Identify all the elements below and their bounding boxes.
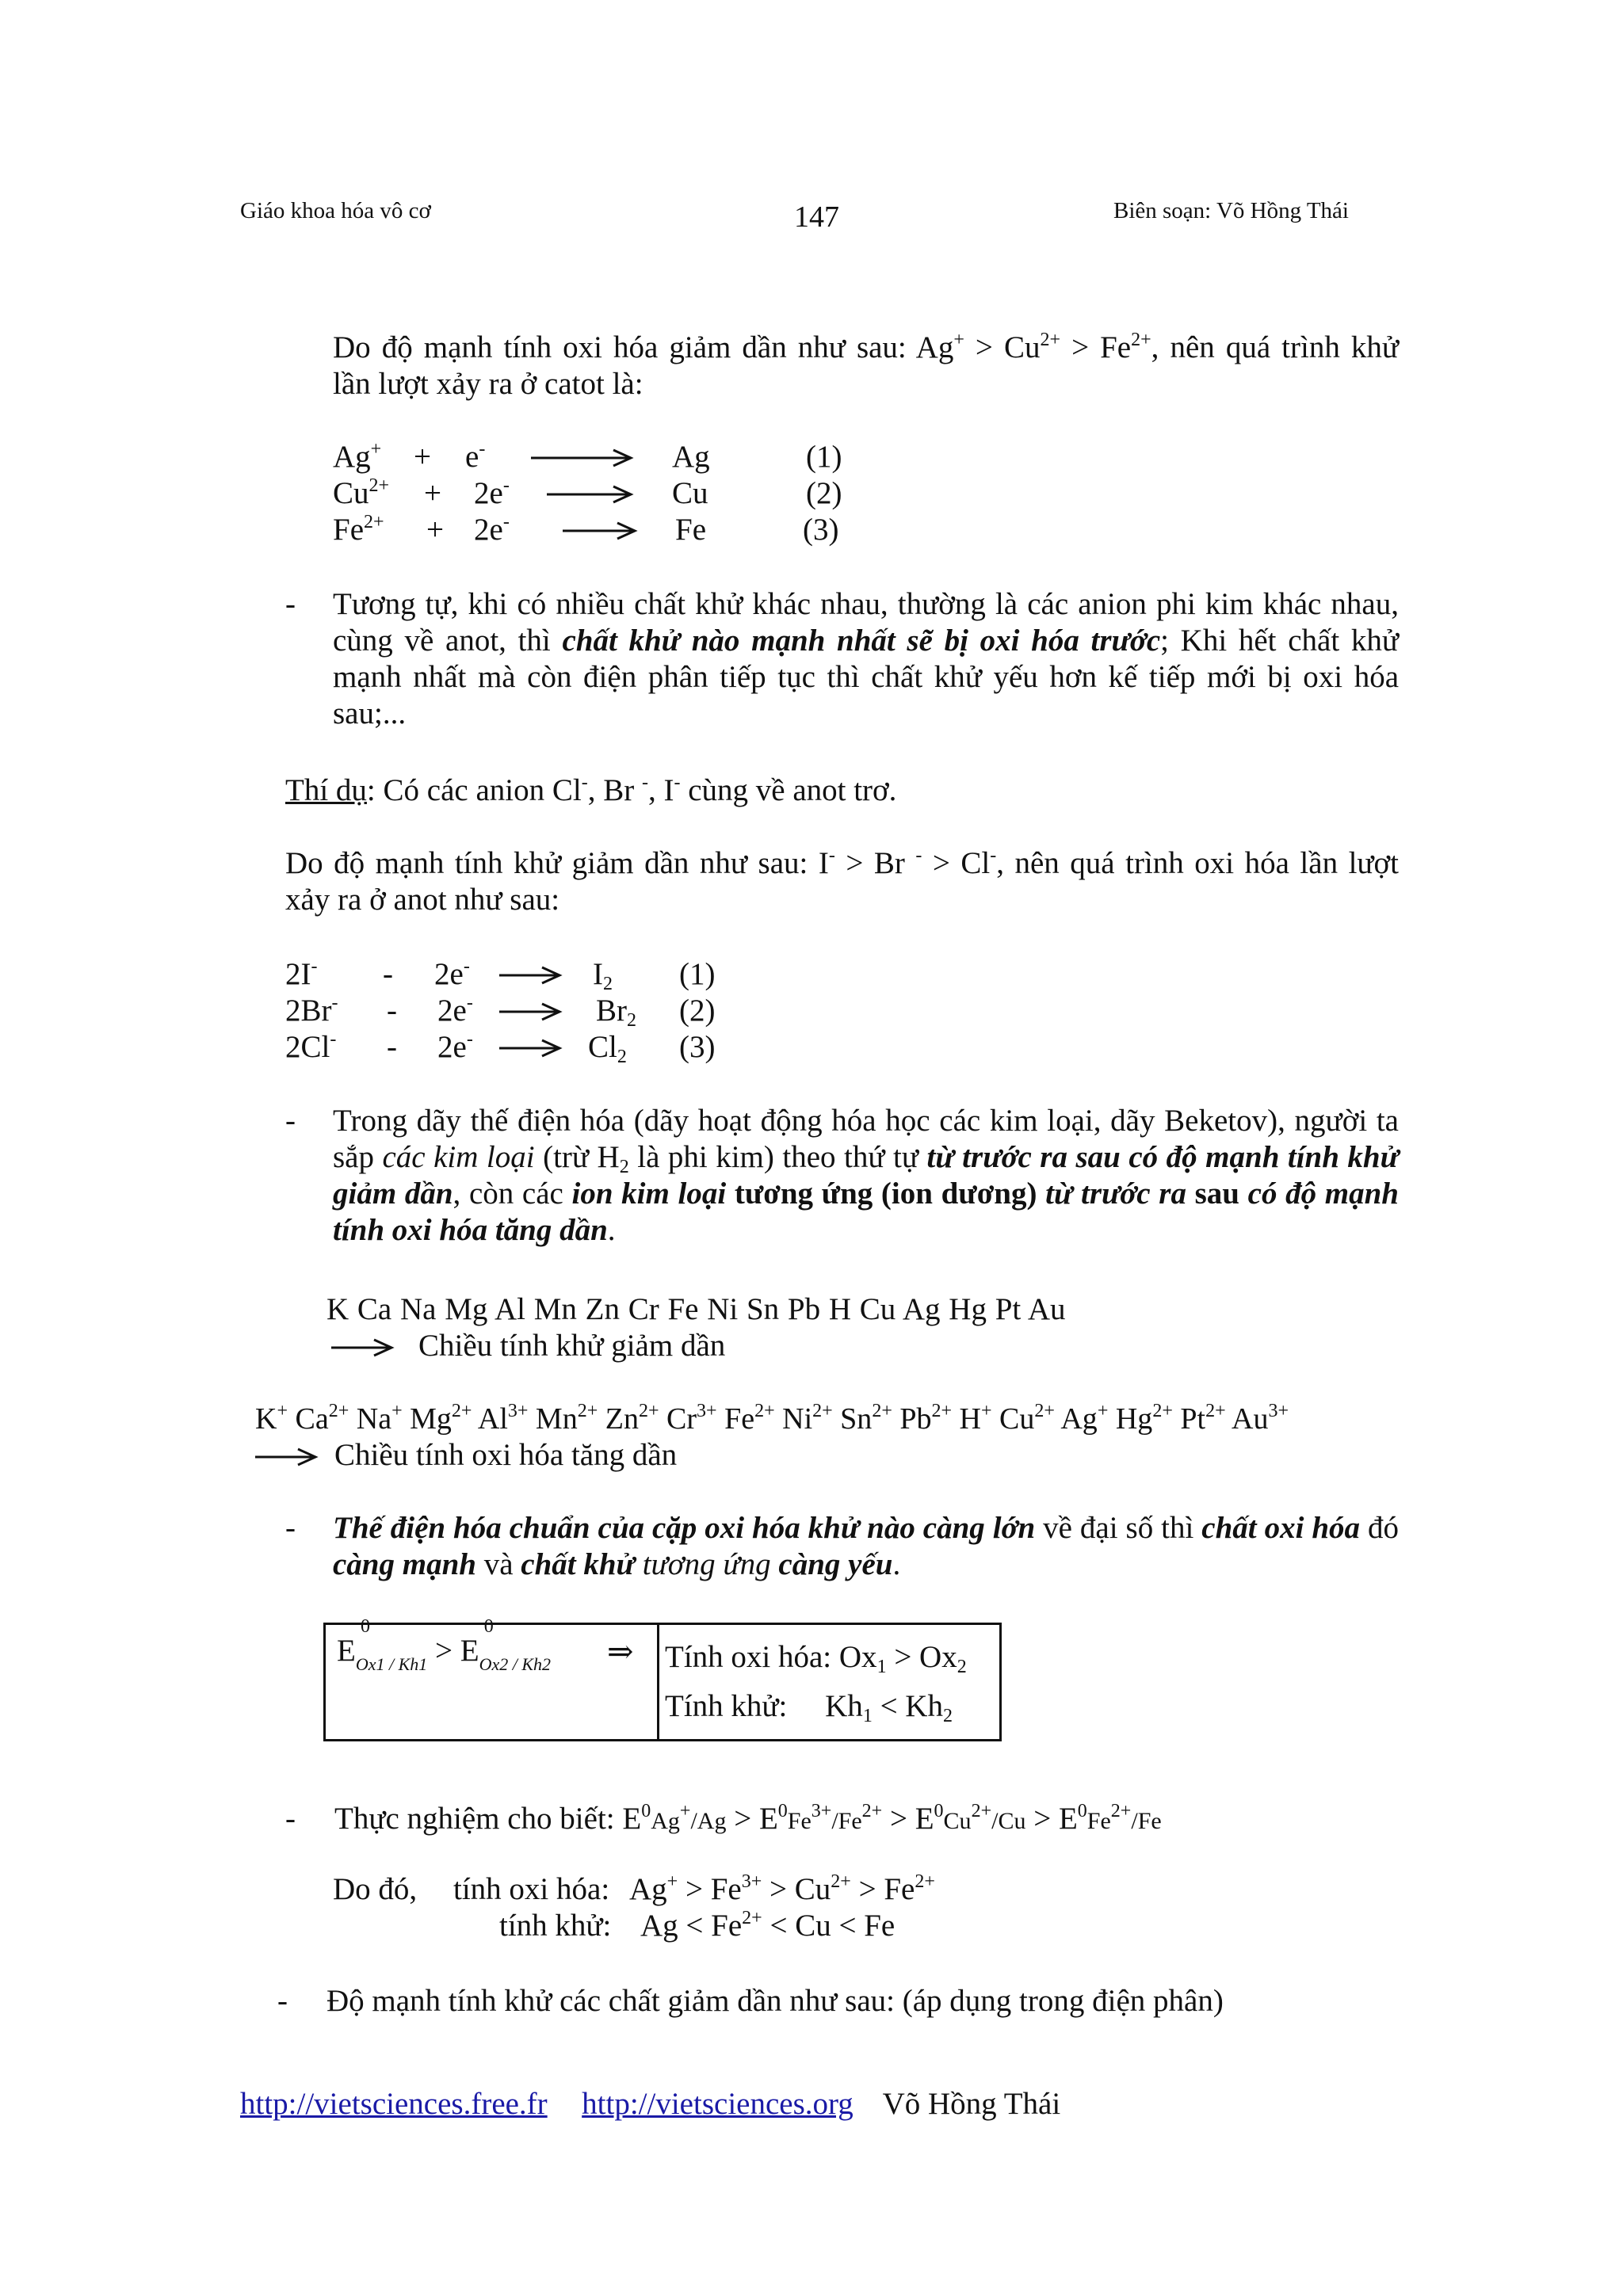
cathode-row-1: Ag+	[333, 439, 382, 474]
anode-row-2: 2Br-	[285, 993, 338, 1028]
metal-series-caption: Chiều tính khử giảm dần	[418, 1329, 726, 1363]
ion-symbol: Cu	[999, 1402, 1035, 1436]
implies-icon: ⇒	[607, 1634, 634, 1669]
potential-sequence: $E^0Ag^+/Ag > E^0Fe^{3+}/Fe^{2+} > E^0Cu^{2+}/Cu > E^0Fe^{2+}/Fe$	[622, 1801, 1162, 1836]
conclusion-reducing-sequence: $Ag < Fe^{2+} < Cu < Fe$	[640, 1908, 896, 1943]
paragraph-oxidation-order: Do độ mạnh tính oxi hóa giảm dần như sau: $Ag^+ > Cu^{2+} > Fe^{2+}$, nên quá trình khử	[333, 330, 1400, 364]
bullet-standard-potential: Thế điện hóa chuẩn của cặp oxi hóa khử nào càng lớn về đại số thì chất oxi hóa đó càng mạnh và chất khử tương ứng càng yếu.	[333, 1511, 1399, 1581]
bullet-electrochemical-series: Trong dãy thế điện hóa (dãy hoạt động hóa học các kim loại, dãy Beketov), người ta sắp các kim loại (trừ $H_2$ là phi kim) theo thứ tự từ trước ra sau có độ mạnh tính khử giảm dần, còn các ion kim loại tương ứng (ion dương) từ trước ra sau có độ mạnh tính oxi hóa tăng dần.	[333, 1104, 1399, 1247]
footer-link-free-fr[interactable]: http://vietsciences.free.fr	[240, 2087, 548, 2121]
direction-arrow-icon	[255, 1447, 319, 1467]
metal-series: K Ca Na Mg Al Mn Zn Cr Fe Ni Sn Pb H Cu Ag Hg Pt Au	[327, 1292, 1066, 1326]
ion-symbol: Hg	[1115, 1402, 1153, 1436]
bullet-dash: -	[277, 1984, 288, 2018]
example-line: Thí dụ: Có các anion Cl-, Br -, I- cùng về anot trơ.	[285, 772, 897, 807]
ion-symbol: Zn	[605, 1402, 639, 1436]
ion-symbol: Pt	[1180, 1402, 1206, 1436]
reaction-arrow-icon	[499, 1001, 563, 1022]
bullet-dash: -	[285, 1802, 296, 1836]
bullet-experimental-potentials: Thực nghiệm cho biết: $E^0Ag^+/Ag > E^0Fe^{3+}/Fe^{2+} > E^0Cu^{2+}/Cu > E^0Fe^{2+}/Fe$	[334, 1801, 1162, 1836]
conclusion-reducing-label: tính khử:	[499, 1909, 612, 1943]
box-potential-comparison: E 0 $_{Ox1 / Kh1}$ > E 0 $_{Ox2 / Kh2}$	[337, 1616, 552, 1674]
anode-row-3: 2Cl-	[285, 1029, 337, 1064]
box-oxidizing-strength: Tính oxi hóa: $Ox_1 > Ox_2$	[665, 1640, 967, 1677]
ion-series: K+ $Ca^{2+}$ Na+ $Mg^{2+}$ $Al^{3+}$ $Mn^{2+}$ $Zn^{2+}$ $Cr^{3+}$ $Fe^{2+}$ $Ni^{2+}$ $Sn^{2+}$ $Pb^{2+}$ H+ $Cu^{2+}$ Ag+ $Hg^{2+}$ $Pt^{2+}$ $Au^{3+}$	[255, 1401, 1289, 1436]
footer-author: Võ Hồng Thái	[882, 2087, 1061, 2121]
footer-link-org[interactable]: http://vietsciences.org	[582, 2087, 854, 2121]
bullet-dash: -	[285, 587, 296, 621]
potential-relation-box	[323, 1616, 1002, 1741]
header-right: Biên soạn: Võ Hồng Thái	[1113, 198, 1349, 223]
box-divider	[657, 1625, 659, 1739]
conclusion-oxidizing-label: tính oxi hóa:	[453, 1872, 610, 1906]
paragraph-reduction-order: Do độ mạnh tính khử giảm dần như sau: I- > Br - > Cl-, nên quá trình oxi hóa lần lượt	[285, 845, 1399, 880]
cathode-row-3: $Fe^{2+}$	[333, 512, 384, 547]
paragraph-oxidation-order-line2: lần lượt xảy ra ở catot là:	[333, 367, 643, 401]
page-number: 147	[794, 200, 839, 234]
bullet-dash: -	[285, 1104, 296, 1138]
paragraph-reduction-order-line2: xảy ra ở anot như sau:	[285, 883, 560, 917]
reaction-arrow-icon	[499, 965, 563, 986]
reaction-arrow-icon	[547, 484, 634, 505]
ion-symbol: Al	[477, 1402, 508, 1436]
reaction-arrow-icon	[531, 448, 634, 468]
conclusion-oxidizing-sequence: $Ag^+ > Fe^{3+} > Cu^{2+} > Fe^{2+}$	[629, 1871, 935, 1906]
ion-symbol: Au	[1232, 1402, 1269, 1436]
ion-series-caption: Chiều tính oxi hóa tăng dần	[334, 1438, 678, 1472]
ion-symbol: Mg	[410, 1402, 452, 1436]
footer	[240, 2086, 1060, 2122]
ion-symbol: Pb	[899, 1402, 932, 1436]
ion-symbol: Ca	[295, 1402, 329, 1436]
box-reducing-strength: Tính khử: $Kh_1 < Kh_2$	[665, 1689, 953, 1726]
ion-symbol: H	[959, 1402, 981, 1436]
header-left: Giáo khoa hóa vô cơ	[240, 198, 431, 223]
ion-symbol: Sn	[840, 1402, 873, 1436]
ion-symbol: Cr	[666, 1402, 697, 1436]
ion-symbol: Ni	[782, 1402, 813, 1436]
direction-arrow-icon	[331, 1337, 395, 1358]
ion-symbol: K	[255, 1402, 277, 1436]
bullet-anode-reducers: Tương tự, khi có nhiều chất khử khác nhau, thường là các anion phi kim khác nhau, cùng về anot, thì chất khử nào mạnh nhất sẽ bị oxi hóa trước; Khi hết chất khử mạnh nhất mà còn điện phân tiếp tục thì chất khử yếu hơn kế tiếp mới bị oxi hóa sau;...	[333, 587, 1399, 730]
bullet-reducing-order-electrolysis: Độ mạnh tính khử các chất giảm dần như sau: (áp dụng trong điện phân)	[327, 1984, 1224, 2018]
ion-symbol: Mn	[535, 1402, 578, 1436]
ion-symbol: Fe	[724, 1402, 755, 1436]
cathode-row-2: $Cu^{2+}$	[333, 475, 390, 510]
anode-row-1: 2I-	[285, 956, 318, 991]
reaction-arrow-icon	[499, 1038, 563, 1058]
ion-symbol: Ag	[1060, 1402, 1098, 1436]
bullet-dash: -	[285, 1511, 296, 1545]
conclusion-lead: Do đó,	[333, 1872, 418, 1906]
ion-symbol: Na	[356, 1402, 392, 1436]
reaction-arrow-icon	[563, 521, 638, 541]
